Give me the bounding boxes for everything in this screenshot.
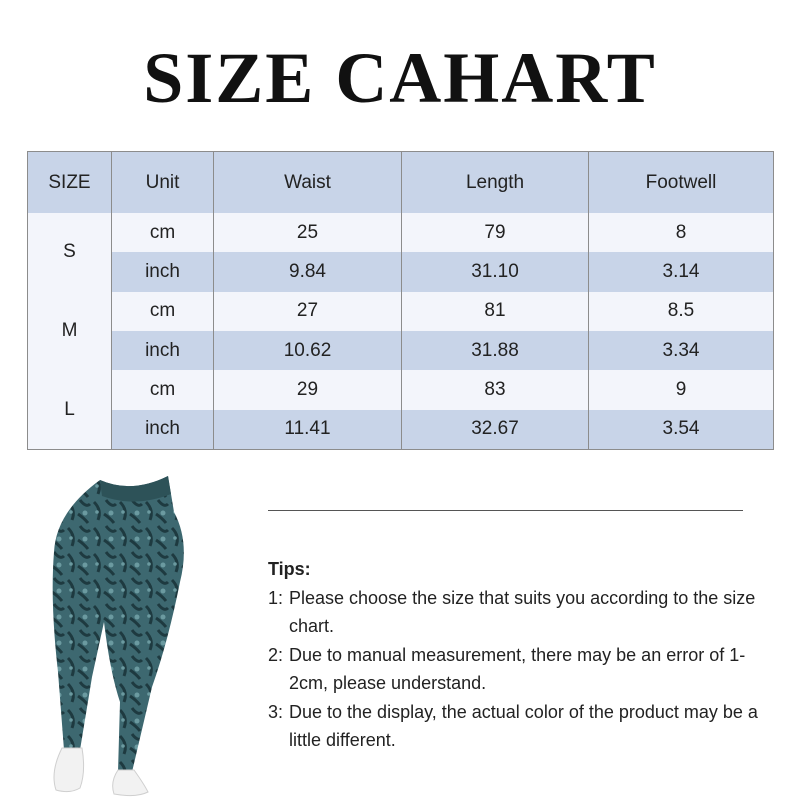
- unit-cell: inch: [112, 252, 214, 291]
- tips-heading: Tips:: [268, 559, 311, 579]
- table-row: [28, 331, 774, 370]
- size-label: L: [28, 370, 112, 449]
- unit-cell: inch: [112, 410, 214, 450]
- waist-cell: 11.41: [214, 410, 402, 450]
- footwell-cell: 9: [589, 370, 774, 409]
- footwell-cell: 3.34: [589, 331, 774, 370]
- size-label: S: [28, 213, 112, 292]
- waist-cell: 10.62: [214, 331, 402, 370]
- table-header-row: [28, 152, 774, 214]
- tips-section: [268, 555, 768, 755]
- unit-cell: cm: [112, 292, 214, 331]
- tip-number: 3:: [268, 701, 284, 722]
- length-cell: 31.88: [402, 331, 589, 370]
- waist-cell: 25: [214, 213, 402, 252]
- page-title: SIZE CAHART: [143, 38, 657, 118]
- tip-item: [268, 584, 768, 641]
- footwell-cell: 8: [589, 213, 774, 252]
- footwell-cell: 3.54: [589, 410, 774, 450]
- waist-cell: 27: [214, 292, 402, 331]
- length-cell: 31.10: [402, 252, 589, 291]
- header-length: Length: [402, 152, 589, 214]
- table-row: [28, 410, 774, 450]
- unit-cell: cm: [112, 370, 214, 409]
- waist-cell: 29: [214, 370, 402, 409]
- tip-number: 2:: [268, 644, 284, 665]
- length-cell: 83: [402, 370, 589, 409]
- table-row: [28, 252, 774, 291]
- length-cell: 79: [402, 213, 589, 252]
- table-row: [28, 370, 774, 409]
- header-waist: Waist: [214, 152, 402, 214]
- tip-text: Due to the display, the actual color of the product may be a little different.: [289, 701, 758, 750]
- divider: [268, 510, 743, 511]
- tip-text: Please choose the size that suits you according to the size chart.: [289, 587, 756, 636]
- length-cell: 32.67: [402, 410, 589, 450]
- size-label: M: [28, 292, 112, 371]
- unit-cell: inch: [112, 331, 214, 370]
- header-unit: Unit: [112, 152, 214, 214]
- product-image: [40, 472, 200, 800]
- header-footwell: Footwell: [589, 152, 774, 214]
- size-chart-table: [27, 151, 774, 450]
- tip-item: [268, 641, 768, 698]
- table-row: [28, 292, 774, 331]
- footwell-cell: 8.5: [589, 292, 774, 331]
- waist-cell: 9.84: [214, 252, 402, 291]
- footwell-cell: 3.14: [589, 252, 774, 291]
- unit-cell: cm: [112, 213, 214, 252]
- tip-number: 1:: [268, 587, 284, 608]
- header-size: SIZE: [28, 152, 112, 214]
- tip-text: Due to manual measurement, there may be an error of 1-2cm, please understand.: [289, 644, 746, 693]
- table-row: [28, 213, 774, 252]
- tip-item: [268, 698, 768, 755]
- length-cell: 81: [402, 292, 589, 331]
